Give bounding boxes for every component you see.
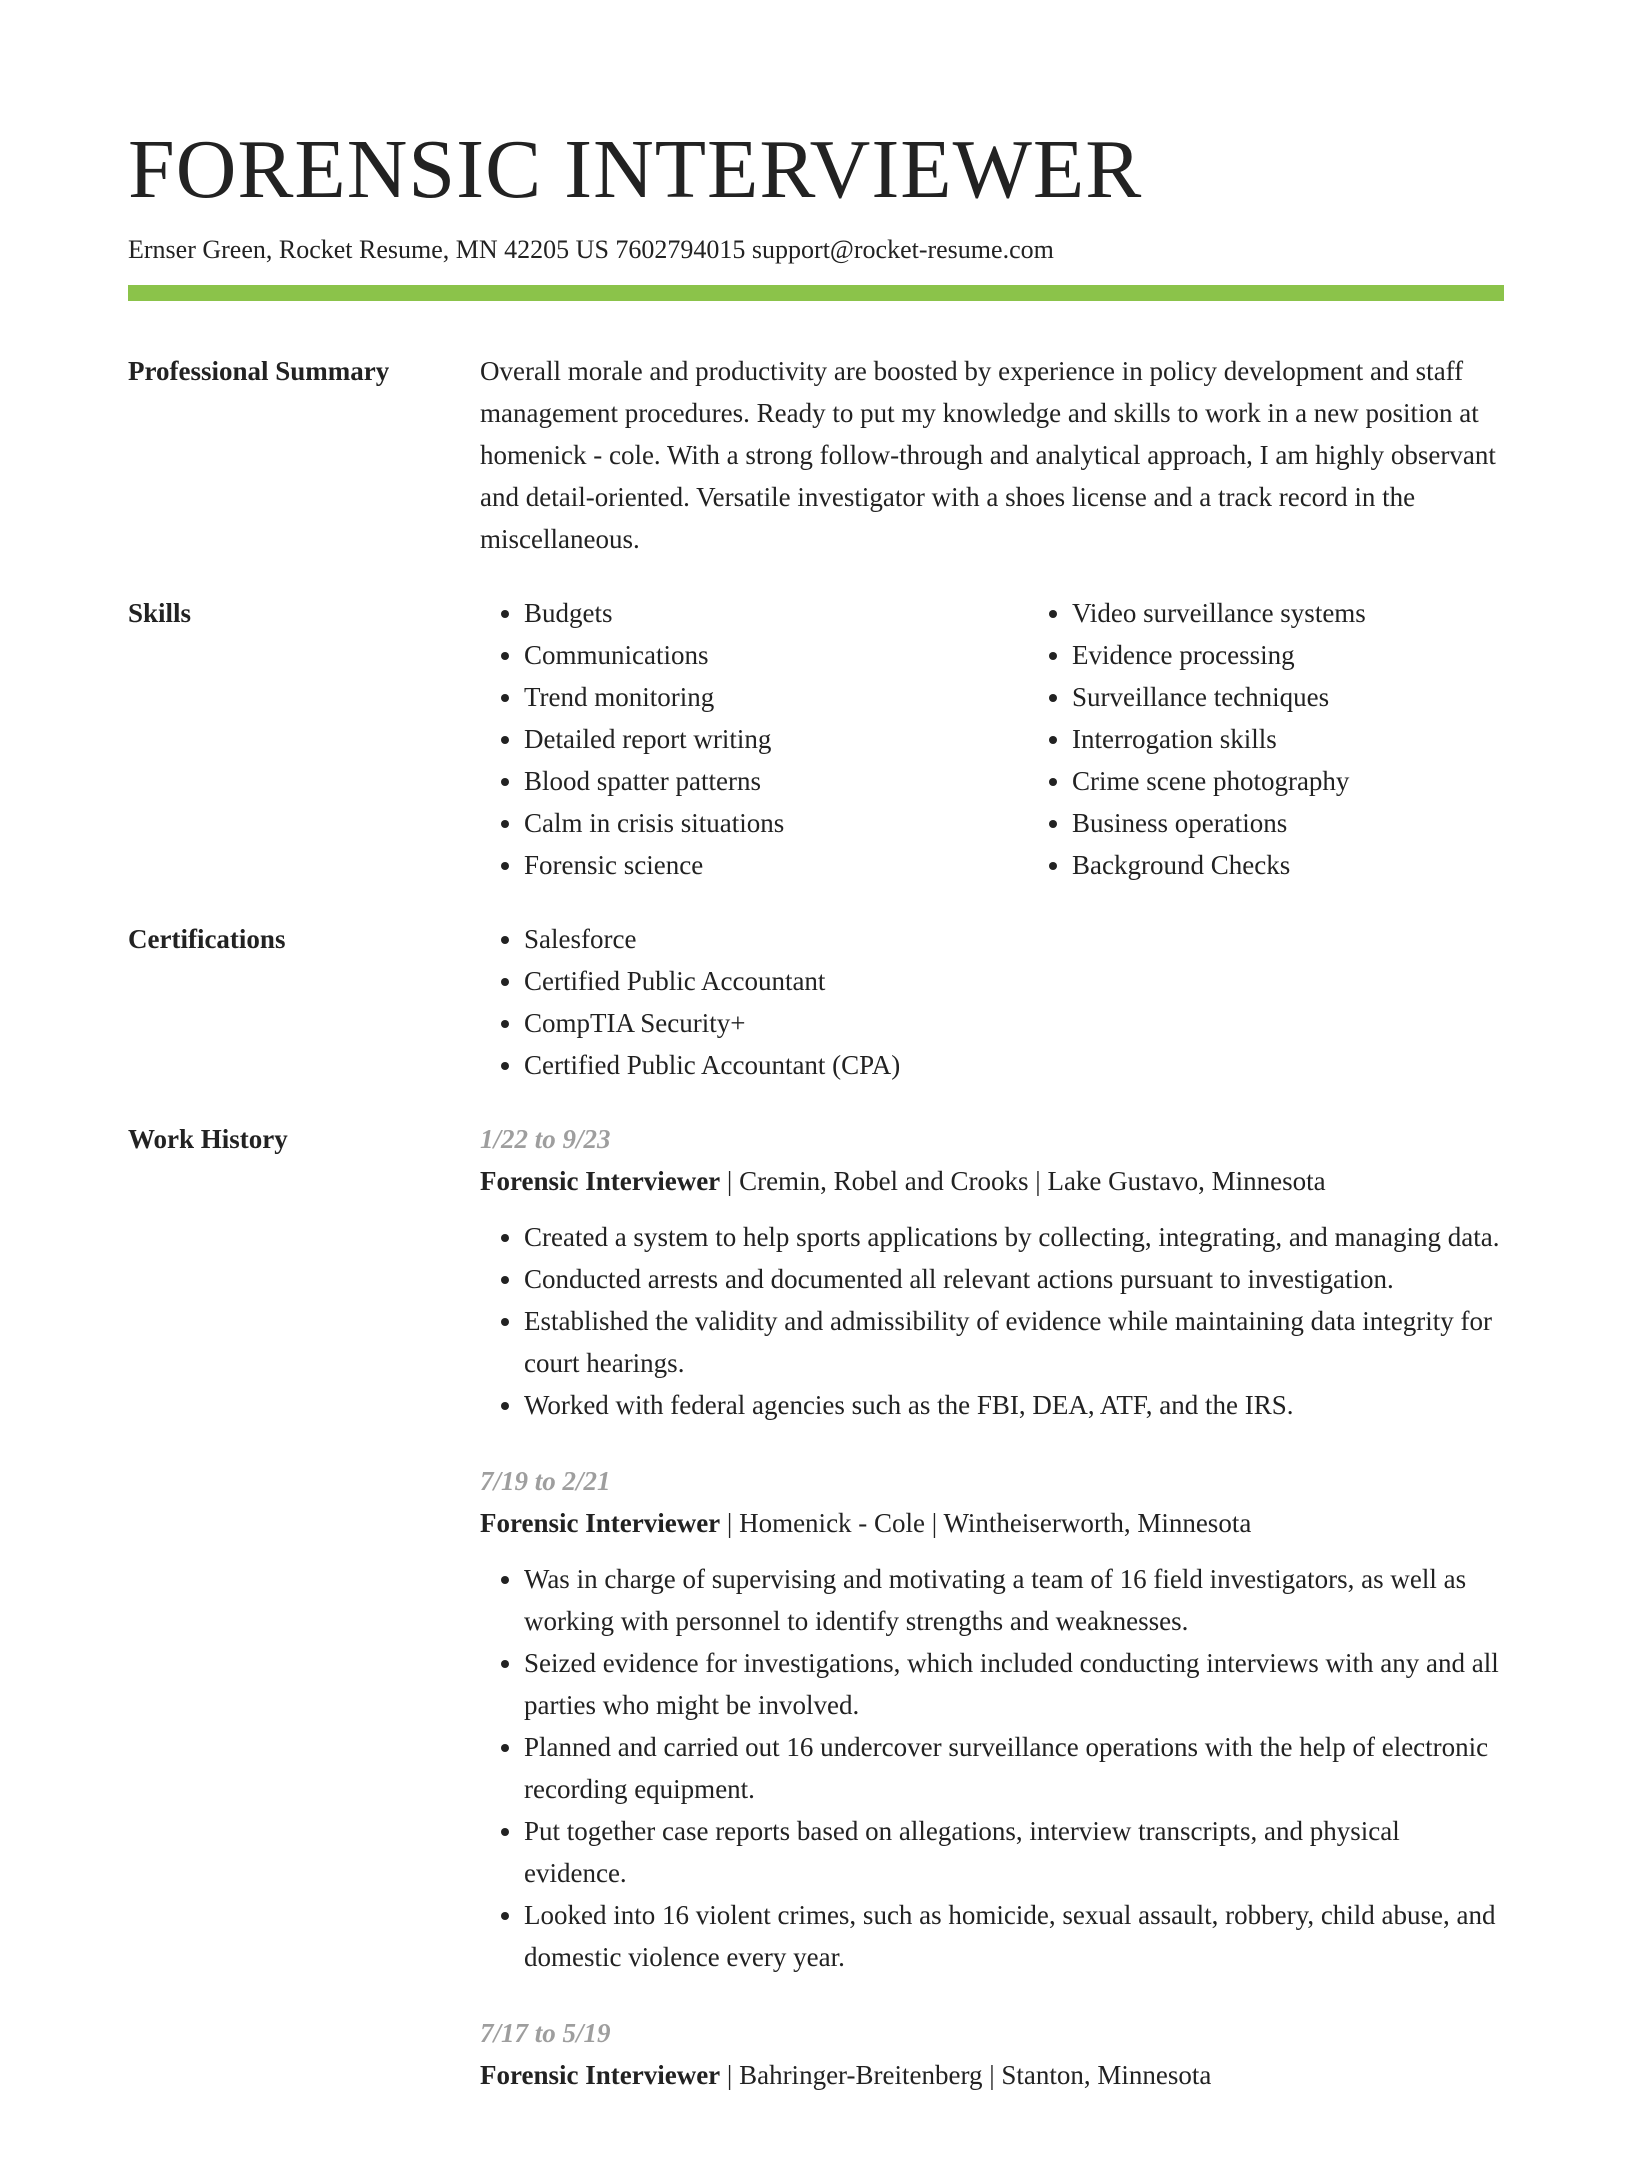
skill-item: • Blood spatter patterns xyxy=(524,760,1028,802)
skills-heading: Skills xyxy=(128,598,192,628)
job-employer-location: | Homenick - Cole | Wintheiserworth, Minnesota xyxy=(720,1508,1252,1538)
job-heading xyxy=(480,1502,1504,1544)
certifications-heading: Certifications xyxy=(128,924,286,954)
certification-item: • CompTIA Security+ xyxy=(524,1002,1504,1044)
work-history-heading: Work History xyxy=(128,1124,288,1154)
job-bullet: • Established the validity and admissibility of evidence while maintaining data integrity for court hearings. xyxy=(524,1300,1504,1384)
skills-list-right xyxy=(1028,592,1576,886)
certifications-section xyxy=(128,918,1504,1086)
certification-item: • Salesforce xyxy=(524,918,1504,960)
job-employer-location: | Cremin, Robel and Crooks | Lake Gustavo, Minnesota xyxy=(720,1166,1326,1196)
job-heading xyxy=(480,2054,1504,2096)
skill-item: • Trend monitoring xyxy=(524,676,1028,718)
job-bullet: • Put together case reports based on allegations, interview transcripts, and physical evidence. xyxy=(524,1810,1504,1894)
job-entry xyxy=(480,1460,1504,1978)
skill-item: • Surveillance techniques xyxy=(1072,676,1576,718)
skill-item: • Detailed report writing xyxy=(524,718,1028,760)
resume-sections xyxy=(128,350,1504,2162)
job-bullet: • Looked into 16 violent crimes, such as homicide, sexual assault, robbery, child abuse, and domestic violence every year. xyxy=(524,1894,1504,1978)
summary-heading: Professional Summary xyxy=(128,356,390,386)
job-dates: 7/17 to 5/19 xyxy=(480,2018,611,2048)
job-bullets xyxy=(480,1216,1504,1426)
skill-item: • Communications xyxy=(524,634,1028,676)
job-title: Forensic Interviewer xyxy=(480,2060,721,2090)
job-entry xyxy=(480,1118,1504,1426)
job-dates: 1/22 to 9/23 xyxy=(480,1124,611,1154)
job-entry xyxy=(480,2012,1504,2096)
skill-item: • Crime scene photography xyxy=(1072,760,1576,802)
job-bullet: • Planned and carried out 16 undercover surveillance operations with the help of electronic recording equipment. xyxy=(524,1726,1504,1810)
certifications-list xyxy=(480,918,1504,1086)
skills-list-left xyxy=(480,592,1028,886)
skill-item: • Video surveillance systems xyxy=(1072,592,1576,634)
resume-title: FORENSIC INTERVIEWER xyxy=(128,123,1143,216)
job-bullet: • Worked with federal agencies such as the FBI, DEA, ATF, and the IRS. xyxy=(524,1384,1504,1426)
accent-divider xyxy=(128,285,1504,301)
skill-item: • Evidence processing xyxy=(1072,634,1576,676)
job-bullet: • Was in charge of supervising and motivating a team of 16 field investigators, as well as working with personnel to identify strengths and weaknesses. xyxy=(524,1558,1504,1642)
work-history-section xyxy=(128,1118,1504,2130)
job-heading xyxy=(480,1160,1504,1202)
contact-phone: 7602794015 xyxy=(615,235,746,264)
job-bullet: • Conducted arrests and documented all relevant actions pursuant to investigation. xyxy=(524,1258,1504,1300)
job-bullet: • Seized evidence for investigations, which included conducting interviews with any and all parties who might be involved. xyxy=(524,1642,1504,1726)
resume-header xyxy=(128,120,1504,270)
job-title: Forensic Interviewer xyxy=(480,1508,721,1538)
contact-line xyxy=(128,230,1504,270)
skill-item: • Interrogation skills xyxy=(1072,718,1576,760)
summary-section xyxy=(128,350,1504,560)
skill-item: • Background Checks xyxy=(1072,844,1576,886)
contact-email[interactable]: support@rocket-resume.com xyxy=(751,235,1054,264)
skill-item: • Calm in crisis situations xyxy=(524,802,1028,844)
skill-item: • Forensic science xyxy=(524,844,1028,886)
contact-address: Ernser Green, Rocket Resume, MN 42205 US xyxy=(128,235,609,264)
certification-item: • Certified Public Accountant xyxy=(524,960,1504,1002)
job-bullet: • Created a system to help sports applications by collecting, integrating, and managing data. xyxy=(524,1216,1504,1258)
job-bullets xyxy=(480,1558,1504,1978)
job-employer-location: | Bahringer-Breitenberg | Stanton, Minnesota xyxy=(720,2060,1212,2090)
job-dates: 7/19 to 2/21 xyxy=(480,1466,611,1496)
certification-item: • Certified Public Accountant (CPA) xyxy=(524,1044,1504,1086)
skills-section xyxy=(128,592,1504,886)
skill-item: • Business operations xyxy=(1072,802,1576,844)
skill-item: • Budgets xyxy=(524,592,1028,634)
job-title: Forensic Interviewer xyxy=(480,1166,721,1196)
summary-text: Overall morale and productivity are boosted by experience in policy development and staff management procedures. Ready to put my knowledge and skills to work in a new position at homenick - cole. With a strong follow-through and analytical approach, I am highly observant and detail-oriented. Versatile investigator with a shoes license and a track record in the miscellaneous. xyxy=(480,356,1496,554)
